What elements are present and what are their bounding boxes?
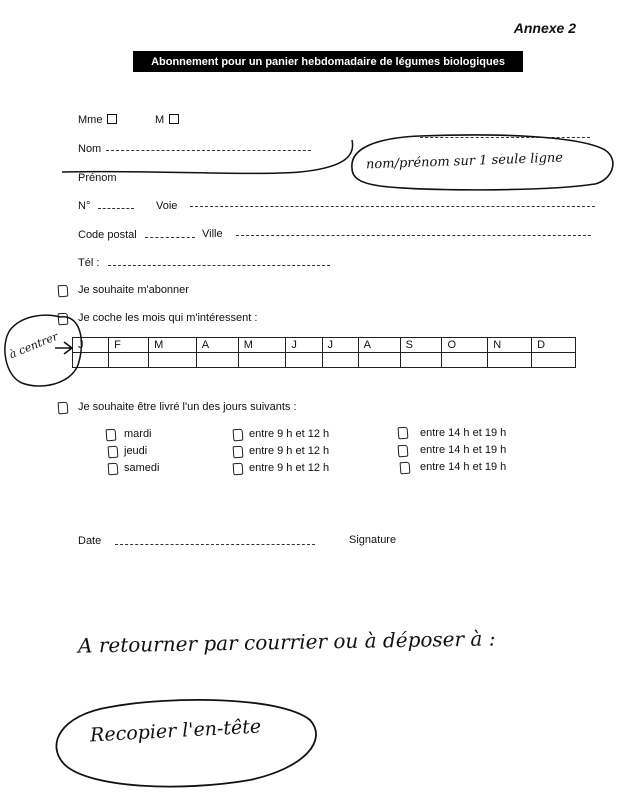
form-title: Abonnement pour un panier hebdomadaire de légumes biologiques (133, 51, 523, 72)
jeudi-morning-label: entre 9 h et 12 h (249, 445, 330, 457)
voie-label: Voie (156, 200, 178, 212)
month-jun: J (286, 338, 322, 353)
mardi-morning-label: entre 9 h et 12 h (249, 428, 330, 440)
annex-label: Annexe 2 (513, 20, 576, 36)
delivery-intro-label: Je souhaite être livré l'un des jours suivants : (78, 401, 297, 413)
subscribe-label: Je souhaite m'abonner (78, 284, 189, 296)
day-jeudi-label: jeudi (124, 445, 148, 457)
month-nov: N (488, 338, 532, 353)
month-aug: A (358, 338, 400, 353)
header-note: Recopier l'en-tête (89, 715, 262, 747)
center-note: à centrer (7, 329, 60, 362)
month-sep: S (400, 338, 442, 353)
samedi-afternoon-label: entre 14 h et 19 h (420, 461, 507, 473)
day-samedi-label: samedi (124, 462, 160, 474)
return-note: A retourner par courrier ou à déposer à : (77, 626, 496, 658)
code-postal-label: Code postal (78, 229, 137, 241)
day-mardi-label: mardi (124, 428, 152, 440)
signature-label: Signature (349, 534, 397, 546)
month-mar: M (149, 338, 197, 353)
jeudi-afternoon-label: entre 14 h et 19 h (420, 444, 507, 456)
civility-m-label: M (155, 114, 165, 126)
name-bracket-stroke (62, 140, 353, 173)
month-oct: O (442, 338, 488, 353)
numero-label: N° (78, 200, 91, 212)
month-feb: F (109, 338, 149, 353)
date-label: Date (78, 535, 102, 547)
month-jul: J (322, 338, 358, 353)
nom-label: Nom (78, 143, 102, 155)
tel-label: Tél : (78, 257, 100, 269)
civility-mme-label: Mme (78, 114, 103, 126)
prenom-label: Prénom (78, 172, 117, 184)
name-note: nom/prénom sur 1 seule ligne (365, 150, 564, 173)
month-jan: J (73, 338, 109, 353)
month-apr: A (196, 338, 238, 353)
mardi-afternoon-label: entre 14 h et 19 h (420, 427, 507, 439)
month-may: M (238, 338, 286, 353)
samedi-morning-label: entre 9 h et 12 h (249, 462, 330, 474)
month-dec: D (532, 338, 576, 353)
ville-label: Ville (202, 228, 223, 240)
months-intro-label: Je coche les mois qui m'intéressent : (78, 312, 258, 324)
center-arrow (55, 342, 72, 354)
